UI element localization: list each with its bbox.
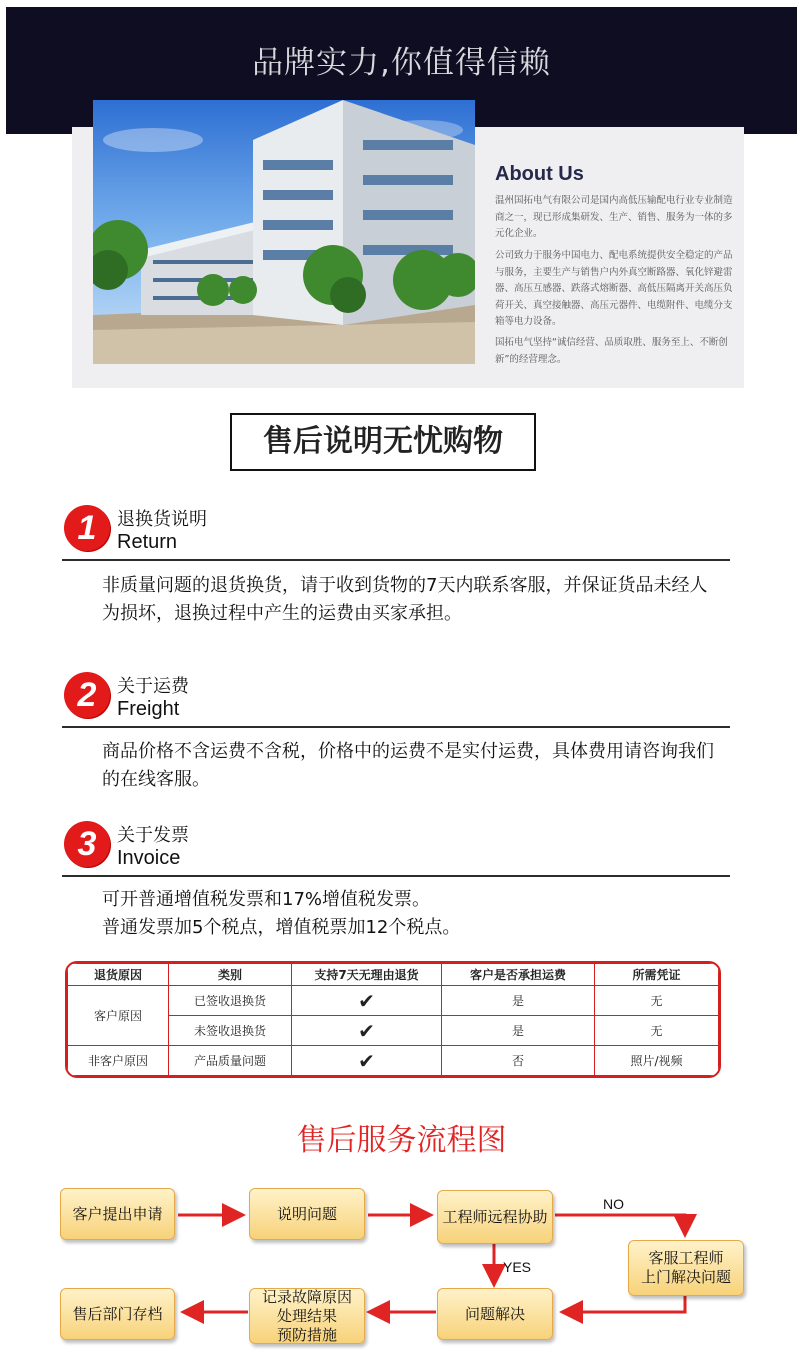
item-body: 非质量问题的退货换货，请于收到货物的7天内联系客服，并保证货品未经人为损坏，退换过程中产生的运费由买家承担。: [102, 575, 708, 624]
reason-cell: 客户原因: [68, 986, 169, 1046]
item-body-line: 可开普通增值税发票和17%增值税发票。: [102, 889, 431, 910]
about-paragraph: 公司致力于服务中国电力、配电系统提供安全稳定的产品与服务，主要生产与销售户内外真空断路器、氧化锌避雷器、高压互感器、跌落式熔断器、高低压隔离开关高压负荷开关、真空接触器、高压元器件、电缆附件、电缆分支箱等电力设备。: [495, 250, 733, 327]
about-heading: About Us: [495, 163, 584, 185]
item-title-cn: 退换货说明: [117, 509, 207, 530]
freight-cell: 是: [442, 1016, 595, 1046]
category-cell: 产品质量问题: [169, 1046, 292, 1076]
return-policy-table: [65, 961, 721, 1078]
flow-step-apply: 客户提出申请: [60, 1188, 175, 1240]
item-title-en: Invoice: [117, 847, 181, 869]
flow-step-explain: 说明问题: [249, 1188, 365, 1240]
about-card: [72, 127, 744, 388]
factory-photo: [93, 100, 475, 364]
policy-title: 售后说明无忧购物: [230, 413, 536, 471]
freight-cell: 是: [442, 986, 595, 1016]
item-title-en: Freight: [117, 698, 180, 720]
table-row: [68, 1046, 719, 1076]
flow-title: 售后服务流程图: [296, 1123, 507, 1158]
check-icon: ✔: [292, 1016, 442, 1046]
table-header: 支持7天无理由退货: [292, 964, 442, 986]
flow-step-onsite-line: 客服工程师: [648, 1249, 724, 1267]
flow-step-record-line: 预防措施: [276, 1325, 337, 1344]
proof-cell: 无: [595, 986, 719, 1016]
about-paragraph: 国拓电气坚持“诚信经营、品质取胜、服务至上、不断创新”的经营理念。: [495, 337, 728, 365]
number-badge-3: 3: [64, 821, 110, 867]
table-header: 类别: [169, 964, 292, 986]
divider: [62, 875, 730, 877]
proof-cell: 照片/视频: [595, 1046, 719, 1076]
flow-step-record-line: 处理结果: [276, 1306, 337, 1325]
banner-title: 品牌实力,你值得信赖: [252, 45, 551, 81]
flow-label-yes: YES: [503, 1259, 532, 1275]
table-header: 退货原因: [68, 964, 169, 986]
flow-step-solve: 问题解决: [437, 1288, 553, 1340]
arrow-no: [555, 1215, 685, 1232]
item-title-en: Return: [117, 531, 178, 553]
divider: [62, 559, 730, 561]
flow-step-record-line: 记录故障原因: [261, 1287, 352, 1306]
flow-label-no: NO: [603, 1196, 624, 1212]
item-body: 商品价格不含运费不含税，价格中的运费不是实付运费，具体费用请咨询我们的在线客服。: [102, 741, 714, 790]
flow-step-record: [249, 1288, 365, 1344]
flow-step-onsite-line: 上门解决问题: [640, 1268, 731, 1286]
number-badge-2: 2: [64, 672, 110, 718]
table-row: [68, 986, 719, 1016]
reason-cell: 非客户原因: [68, 1046, 169, 1076]
check-icon: ✔: [292, 1046, 442, 1076]
flow-step-onsite: [628, 1240, 744, 1296]
item-title-cn: 关于运费: [117, 676, 189, 697]
about-paragraph: 温州国拓电气有限公司是国内高低压输配电行业专业制造商之一，现已形成集研发、生产、销售、服务为一体的多元化企业。: [495, 195, 733, 239]
number-badge-1: 1: [64, 505, 110, 551]
divider: [62, 726, 730, 728]
check-icon: ✔: [292, 986, 442, 1016]
item-title-cn: 关于发票: [117, 825, 189, 846]
table-header: 客户是否承担运费: [442, 964, 595, 986]
flow-step-remote: 工程师远程协助: [437, 1190, 553, 1244]
item-body-line: 普通发票加5个税点，增值税票加12个税点。: [102, 917, 461, 938]
table-header: 所需凭证: [595, 964, 719, 986]
category-cell: 已签收退换货: [169, 986, 292, 1016]
category-cell: 未签收退换货: [169, 1016, 292, 1046]
freight-cell: 否: [442, 1046, 595, 1076]
flow-step-archive: 售后部门存档: [60, 1288, 175, 1340]
table-header-row: [68, 964, 719, 986]
proof-cell: 无: [595, 1016, 719, 1046]
